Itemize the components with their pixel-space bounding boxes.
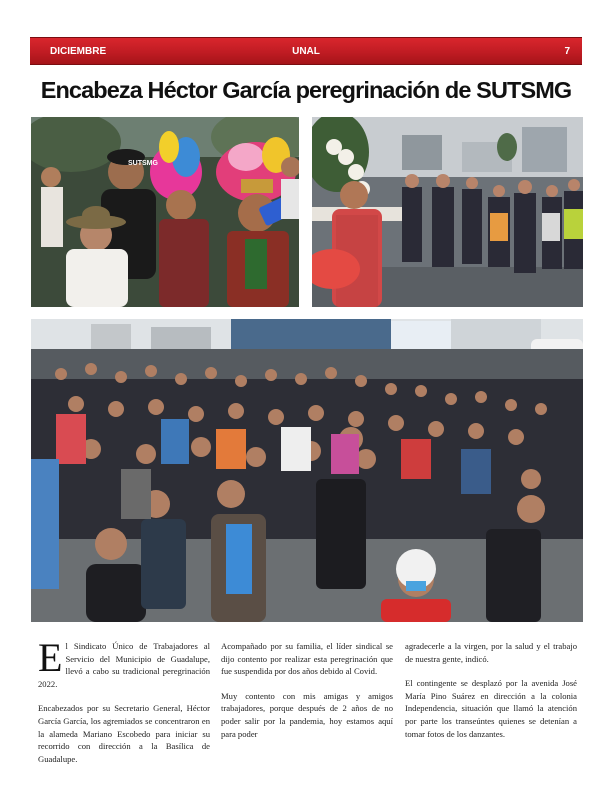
article-column-1	[38, 635, 210, 777]
article-headline: Encabeza Héctor García peregrinación de SUTSMG	[40, 77, 572, 103]
dropcap-letter: E	[38, 635, 63, 680]
article-paragraph-4: Muy contento con mis amigas y amigos trabajadores, porque después de 2 años de no poder salir por la pandemia, hoy estamos aquí para poder	[221, 690, 393, 739]
article-paragraph-3: Acompañado por su familia, el líder sindical se dijo contento por realizar esta peregrinación que fue suspendida por dos años debido al Covid.	[221, 641, 393, 677]
article-paragraph-1: El Sindicato Único de Trabajadores al Servicio del Municipio de Guadalupe, llevó a cabo su tradicional peregrinación 2022.	[38, 635, 210, 689]
article-paragraph-2: Encabezados por su Secretario General, Héctor García García, los agremiados se concentraron en la alameda Mariano Escobedo para iniciar su recorrido con dirección a la Basílica de Guadalupe.	[38, 703, 210, 764]
photo1-cap-text: SUTSMG	[128, 160, 158, 167]
article-paragraph-4-continued: agradecerle a la virgen, por la salud y el trabajo de nuestra gente, indicó.	[405, 641, 577, 664]
photo-selfie-dancers	[31, 117, 299, 307]
article-column-2	[221, 640, 393, 752]
header-section: UNAL	[292, 46, 320, 57]
header-month: DICIEMBRE	[50, 46, 107, 57]
article-paragraph-5: El contingente se desplazó por la avenida José María Pino Suárez en dirección a la colonia Independencia, situación que llamó la atención por parte los transeúntes quienes se detenían a tomar fotos de los danzantes.	[405, 678, 577, 739]
header-page-number: 7	[564, 46, 570, 57]
article-column-3	[405, 640, 577, 752]
photo-procession-street	[31, 319, 583, 622]
photo-marching-crowd	[312, 117, 583, 307]
page-header-banner	[30, 37, 582, 65]
